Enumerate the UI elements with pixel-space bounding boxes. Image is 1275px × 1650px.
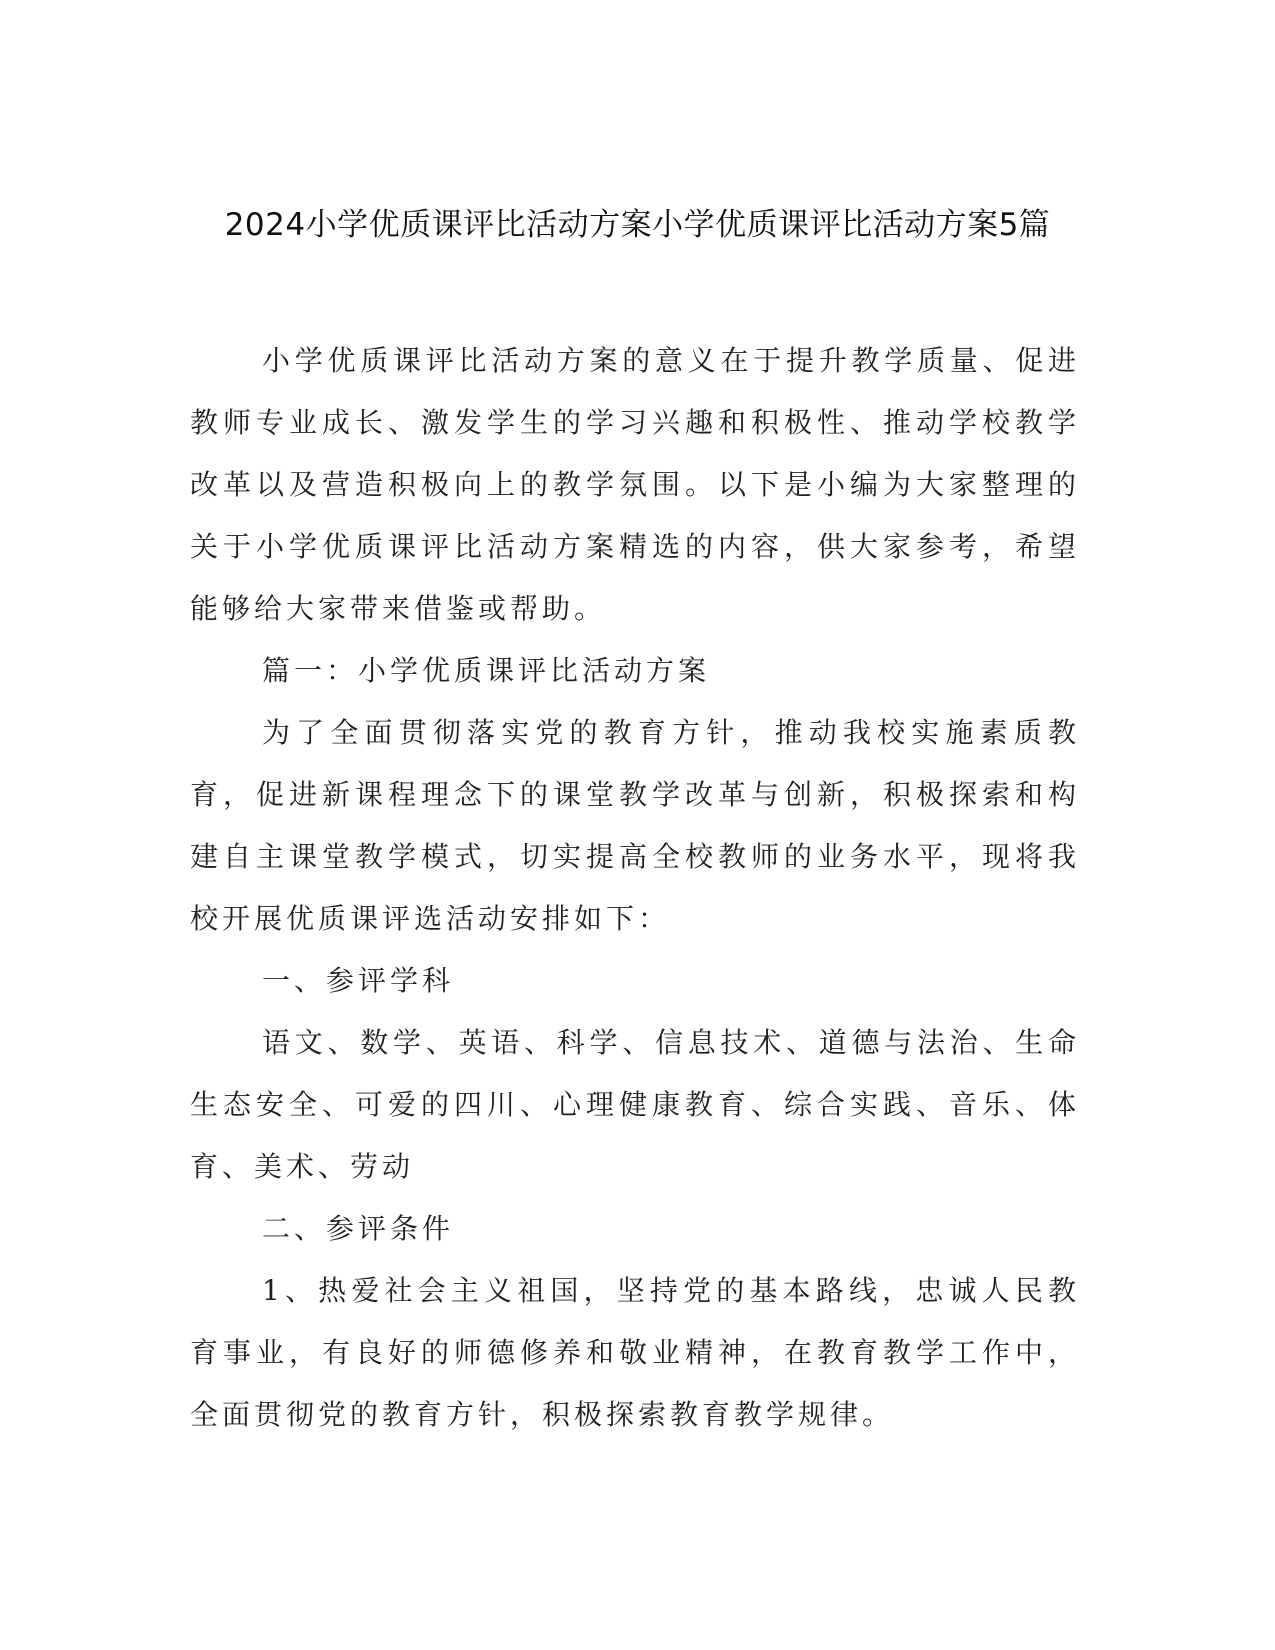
condition-item-1: 1、热爱社会主义祖国，坚持党的基本路线，忠诚人民教育事业，有良好的师德修养和敬业精神，在教育教学工作中，全面贯彻党的教育方针，积极探索教育教学规律。: [190, 1274, 1080, 1431]
section-heading-conditions: 二、参评条件: [262, 1212, 455, 1245]
section-heading-part-one: 篇一：小学优质课评比活动方案: [262, 654, 711, 687]
section-heading-subjects: 一、参评学科: [262, 964, 455, 997]
document-title: 2024小学优质课评比活动方案小学优质课评比活动方案5篇: [224, 207, 1051, 243]
intro-paragraph: 小学优质课评比活动方案的意义在于提升教学质量、促进教师专业成长、激发学生的学习兴趣和积极性、推动学校教学改革以及营造积极向上的教学氛围。以下是小编为大家整理的关于小学优质课评比活动方案精选的内容，供大家参考，希望能够给大家带来借鉴或帮助。: [190, 344, 1080, 625]
purpose-paragraph: 为了全面贯彻落实党的教育方针，推动我校实施素质教育，促进新课程理念下的课堂教学改革与创新，积极探索和构建自主课堂教学模式，切实提高全校教师的业务水平，现将我校开展优质课评选活动安排如下：: [190, 716, 1080, 935]
document-body: [190, 330, 1080, 1446]
subjects-list-paragraph: 语文、数学、英语、科学、信息技术、道德与法治、生命生态安全、可爱的四川、心理健康教育、综合实践、音乐、体育、美术、劳动: [190, 1026, 1080, 1183]
